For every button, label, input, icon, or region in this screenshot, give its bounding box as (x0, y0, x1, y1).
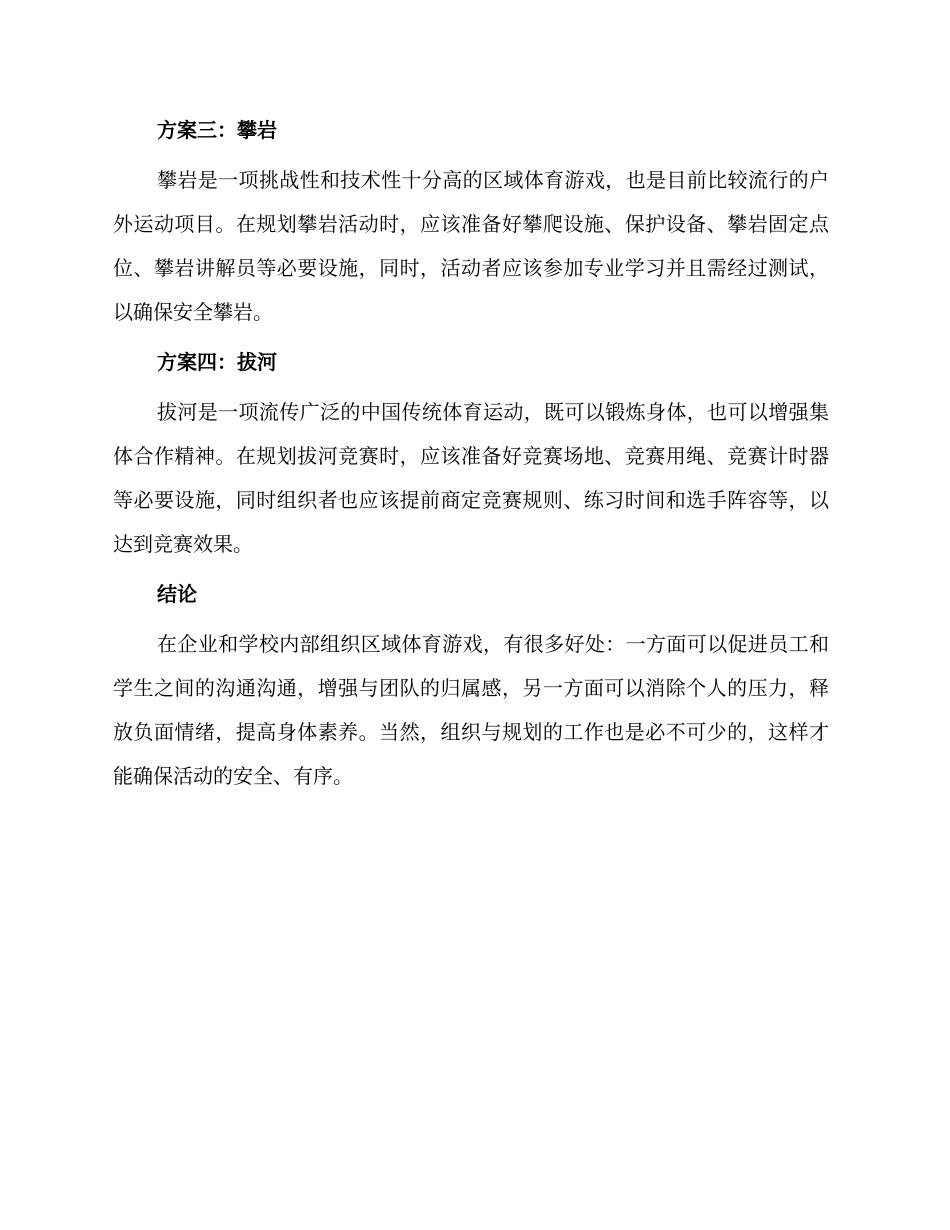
section-climbing (113, 108, 829, 334)
section-heading: 方案三：攀岩 (157, 118, 277, 142)
section-heading: 方案四：拔河 (157, 350, 277, 374)
section-heading: 结论 (157, 582, 197, 606)
section-tug-of-war (113, 340, 829, 566)
document-page (113, 108, 829, 798)
section-conclusion (113, 572, 829, 798)
section-body: 在企业和学校内部组织区域体育游戏，有很多好处：一方面可以促进员工和学生之间的沟通沟通，增强与团队的归属感，另一方面可以消除个人的压力，释放负面情绪，提高身体素养。当然，组织与规划的工作也是必不可少的，这样才能确保活动的安全、有序。 (113, 632, 829, 788)
section-body: 拔河是一项流传广泛的中国传统体育运动，既可以锻炼身体，也可以增强集体合作精神。在规划拔河竞赛时，应该准备好竞赛场地、竞赛用绳、竞赛计时器等必要设施，同时组织者也应该提前商定竞赛规则、练习时间和选手阵容等，以达到竞赛效果。 (113, 400, 829, 556)
section-body: 攀岩是一项挑战性和技术性十分高的区域体育游戏，也是目前比较流行的户外运动项目。在规划攀岩活动时，应该准备好攀爬设施、保护设备、攀岩固定点位、攀岩讲解员等必要设施，同时，活动者应该参加专业学习并且需经过测试，以确保安全攀岩。 (113, 168, 829, 324)
